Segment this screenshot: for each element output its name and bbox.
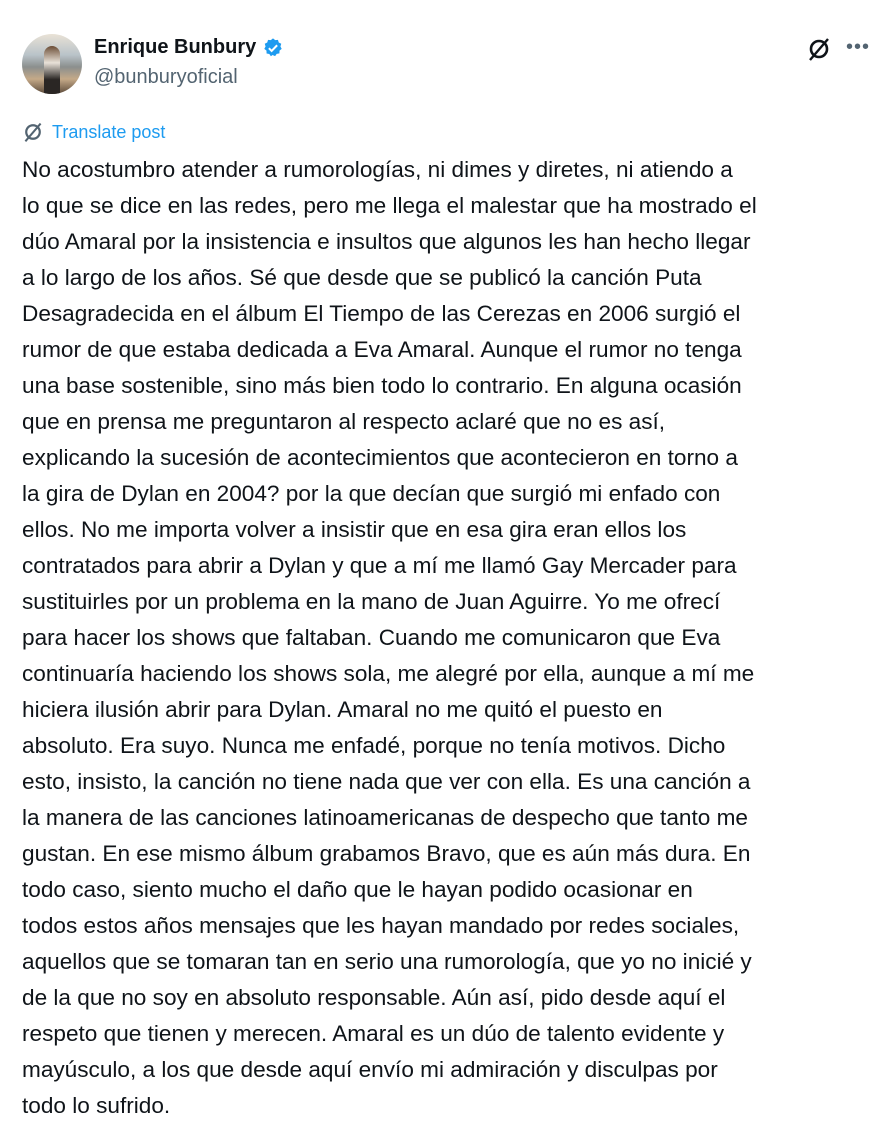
grok-icon[interactable] xyxy=(806,36,832,62)
post-text-line: esto, insisto, la canción no tiene nada que ver con ella. Es una canción a xyxy=(22,769,751,794)
post-text-line: la manera de las canciones latinoamericanas de despecho que tanto me xyxy=(22,805,748,830)
post-text-line: contratados para abrir a Dylan y que a mí me llamó Gay Mercader para xyxy=(22,553,737,578)
post-text-line: rumor de que estaba dedicada a Eva Amaral. Aunque el rumor no tenga xyxy=(22,337,742,362)
post-text-line: de la que no soy en absoluto responsable. Aún así, pido desde aquí el xyxy=(22,985,726,1010)
post-text-line: todo caso, siento mucho el daño que le hayan podido ocasionar en xyxy=(22,877,693,902)
more-options-icon[interactable]: ••• xyxy=(846,36,871,58)
post-text-line: dúo Amaral por la insistencia e insultos que algunos les han hecho llegar xyxy=(22,229,751,254)
author-name[interactable]: Enrique Bunbury xyxy=(94,36,257,58)
post-text-line: que en prensa me preguntaron al respecto aclaré que no es así, xyxy=(22,409,666,434)
post-text-line: una base sostenible, sino más bien todo lo contrario. En alguna ocasión xyxy=(22,373,742,398)
avatar[interactable] xyxy=(22,34,82,94)
post-text-line: Desagradecida en el álbum El Tiempo de las Cerezas en 2006 surgió el xyxy=(22,301,741,326)
post-text-line: hiciera ilusión abrir para Dylan. Amaral no me quitó el puesto en xyxy=(22,697,663,722)
post-text-line: sustituirles por un problema en la mano de Juan Aguirre. Yo me ofrecí xyxy=(22,589,721,614)
post-text-line: gustan. En ese mismo álbum grabamos Bravo, que es aún más dura. En xyxy=(22,841,751,866)
post-text-line: aquellos que se tomaran tan en serio una rumorología, que yo no inicié y xyxy=(22,949,752,974)
post-text-line: respeto que tienen y merecen. Amaral es un dúo de talento evidente y xyxy=(22,1021,725,1046)
post-text-line: explicando la sucesión de acontecimientos que acontecieron en torno a xyxy=(22,445,738,470)
author-name-row xyxy=(94,36,284,59)
post-text-line: todos estos años mensajes que les hayan mandado por redes sociales, xyxy=(22,913,740,938)
post-text-line: la gira de Dylan en 2004? por la que decían que surgió mi enfado con xyxy=(22,481,721,506)
post-text-line: No acostumbro atender a rumorologías, ni dimes y diretes, ni atiendo a xyxy=(22,157,733,182)
post-text-line: mayúsculo, a los que desde aquí envío mi admiración y disculpas por xyxy=(22,1057,718,1082)
grok-translate-icon xyxy=(22,121,44,143)
author-handle[interactable]: @bunburyoficial xyxy=(94,66,238,88)
post-text-line: ellos. No me importa volver a insistir que en esa gira eran ellos los xyxy=(22,517,687,542)
post-text-line: a lo largo de los años. Sé que desde que se publicó la canción Puta xyxy=(22,265,702,290)
post-text xyxy=(22,152,757,1124)
post-text-line: para hacer los shows que faltaban. Cuando me comunicaron que Eva xyxy=(22,625,721,650)
post-text-line: absoluto. Era suyo. Nunca me enfadé, porque no tenía motivos. Dicho xyxy=(22,733,726,758)
post-text-line: todo lo sufrido. xyxy=(22,1093,171,1118)
avatar-figure xyxy=(44,46,60,94)
translate-post-label: Translate post xyxy=(52,121,166,142)
post-text-line: continuaría haciendo los shows sola, me alegré por ella, aunque a mí me xyxy=(22,661,755,686)
post-text-line: lo que se dice en las redes, pero me llega el malestar que ha mostrado el xyxy=(22,193,757,218)
translate-post-link[interactable] xyxy=(22,121,165,143)
verified-badge-icon xyxy=(262,37,284,59)
